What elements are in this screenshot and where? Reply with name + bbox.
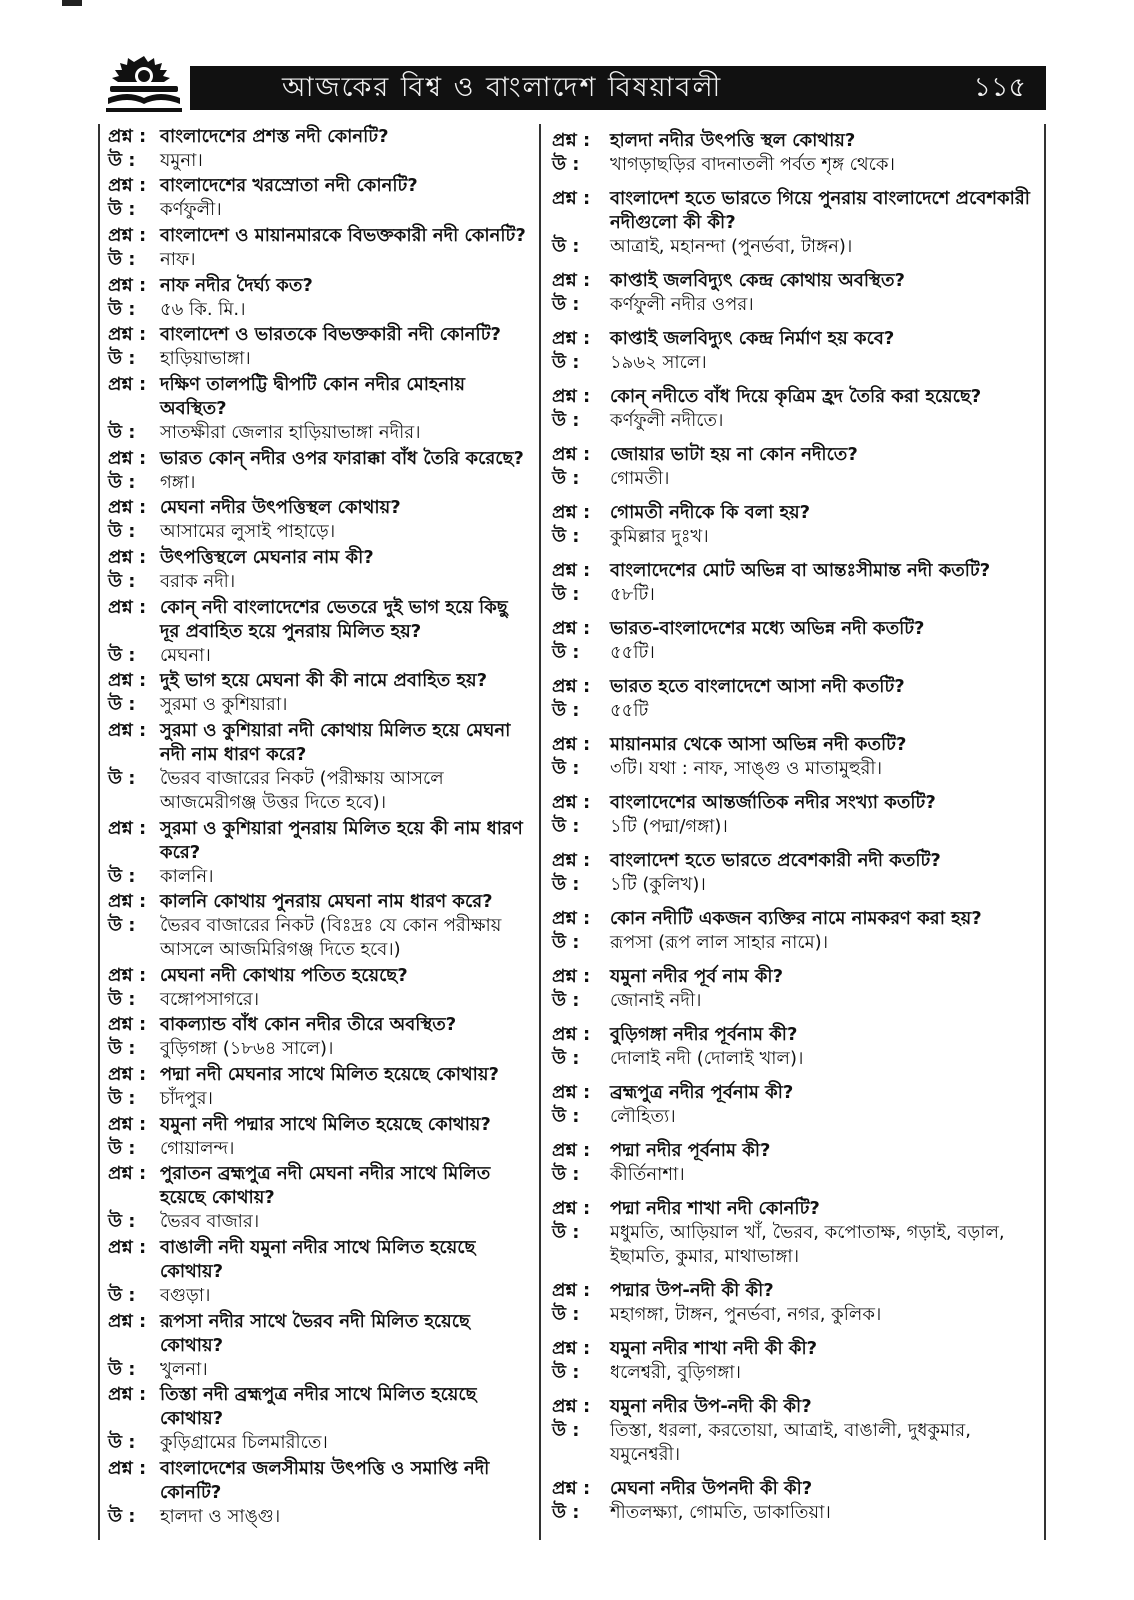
answer-text: কর্ণফুলী। — [160, 199, 222, 221]
qa-item — [552, 1395, 1036, 1467]
qa-item — [552, 269, 1036, 317]
answer-label: উ : — [552, 584, 580, 605]
answer-label: উ : — [552, 700, 580, 721]
question-text: বাংলাদেশ ও মায়ানমারকে বিভক্তকারী নদী কোনটি? — [160, 225, 526, 247]
answer-label: উ : — [108, 988, 136, 1010]
answer-text: শীতলক্ষ্যা, গোমতি, ডাকাতিয়া। — [610, 1502, 831, 1523]
qa-item — [108, 1383, 530, 1455]
question-label: প্রশ্ন : — [552, 328, 591, 349]
answer-text: ৫৫টি — [610, 700, 649, 721]
question-text: কোন্ নদীতে বাঁধ দিয়ে কৃত্রিম হ্রদ তৈরি করা হয়েছে? — [610, 386, 982, 407]
question-text: কাপ্তাই জলবিদ্যুৎ কেন্দ্র নির্মাণ হয় কবে? — [610, 328, 895, 349]
scan-smudge — [62, 0, 82, 6]
question-text: ভারত হতে বাংলাদেশে আসা নদী কতটি? — [610, 676, 905, 697]
question-label: প্রশ্ন : — [552, 676, 591, 697]
answer-text: মেঘনা। — [160, 644, 211, 666]
question-text: কাপ্তাই জলবিদ্যুৎ কেন্দ্র কোথায় অবস্থিত? — [610, 270, 905, 291]
answer-label: উ : — [552, 1222, 580, 1243]
qa-item — [108, 496, 530, 544]
qa-item — [108, 1236, 530, 1308]
question-label: প্রশ্ন : — [108, 225, 147, 247]
answer-label: উ : — [108, 1505, 136, 1527]
answer-text: ১টি (পদ্মা/গঙ্গা)। — [610, 816, 728, 837]
question-text: যমুনা নদীর উপ-নদী কী কী? — [610, 1396, 812, 1417]
answer-text: ৫৮টি। — [610, 584, 655, 605]
question-text: পদ্মার উপ-নদী কী কী? — [610, 1280, 774, 1301]
answer-label: উ : — [108, 644, 136, 666]
left-column — [108, 125, 530, 1529]
question-label: প্রশ্ন : — [552, 270, 591, 291]
answer-text: কর্ণফুলী নদীতে। — [610, 410, 724, 431]
answer-label: উ : — [108, 199, 136, 221]
answer-label: উ : — [552, 154, 580, 175]
answer-text: ভৈরব বাজারের নিকট (পরীক্ষায় আসলে আজমেরীগঞ্জ উত্তর দিতে হবে)। — [160, 767, 444, 813]
question-label: প্রশ্ন : — [108, 1064, 147, 1086]
question-text: মেঘনা নদীর উৎপত্তিস্থল কোথায়? — [160, 497, 401, 519]
page-header — [98, 52, 1046, 118]
book-title: আজকের বিশ্ব ও বাংলাদেশ বিষয়াবলী — [282, 72, 723, 103]
answer-text: কর্ণফুলী নদীর ওপর। — [610, 294, 754, 315]
question-label: প্রশ্ন : — [552, 1024, 591, 1045]
answer-text: কুড়িগ্রামের চিলমারীতে। — [160, 1432, 328, 1454]
question-text: বাংলাদেশ হতে ভারতে প্রবেশকারী নদী কতটি? — [610, 850, 941, 871]
answer-label: উ : — [108, 521, 136, 543]
answer-label: উ : — [108, 1137, 136, 1159]
question-text: যমুনা নদী পদ্মার সাথে মিলিত হয়েছে কোথায়? — [160, 1113, 491, 1135]
qa-item — [108, 596, 530, 668]
answer-text: বগুড়া। — [160, 1284, 211, 1306]
qa-item — [552, 559, 1036, 607]
answer-label: উ : — [552, 352, 580, 373]
answer-text: জোনাই নদী। — [610, 990, 702, 1011]
answer-text: হালদা ও সাঙ্গু। — [160, 1505, 281, 1527]
question-text: সুরমা ও কুশিয়ারা পুনরায় মিলিত হয়ে কী নাম ধারণ করে? — [160, 817, 523, 863]
answer-label: উ : — [108, 422, 136, 444]
answer-text: ১৯৬২ সালে। — [610, 352, 707, 373]
qa-item — [552, 1279, 1036, 1327]
question-label: প্রশ্ন : — [108, 719, 147, 741]
answer-text: গোয়ালন্দ। — [160, 1137, 235, 1159]
answer-text: রূপসা (রূপ লাল সাহার নামে)। — [610, 932, 829, 953]
question-label: প্রশ্ন : — [552, 850, 591, 871]
answer-text: আসামের লুসাই পাহাড়ে। — [160, 521, 336, 543]
question-text: পদ্মা নদীর পূর্বনাম কী? — [610, 1140, 771, 1161]
question-label: প্রশ্ন : — [108, 1113, 147, 1135]
answer-label: উ : — [108, 1284, 136, 1306]
answer-text: সাতক্ষীরা জেলার হাড়িয়াভাঙ্গা নদীর। — [160, 422, 421, 444]
answer-label: উ : — [552, 1420, 580, 1441]
answer-label: উ : — [108, 915, 136, 937]
qa-item — [108, 1113, 530, 1161]
answer-text: হাড়িয়াভাঙ্গা। — [160, 348, 251, 370]
qa-item — [108, 669, 530, 717]
question-label: প্রশ্ন : — [552, 188, 591, 209]
answer-label: উ : — [108, 694, 136, 716]
answer-text: কুমিল্লার দুঃখ। — [610, 526, 709, 547]
question-label: প্রশ্ন : — [552, 444, 591, 465]
answer-text: ১টি (কুলিখ)। — [610, 874, 706, 895]
question-text: বাংলাদেশের জলসীমায় উৎপত্তি ও সমাপ্তি নদী কোনটি? — [160, 1457, 490, 1503]
answer-label: উ : — [108, 348, 136, 370]
answer-label: উ : — [108, 471, 136, 493]
right-column — [552, 129, 1036, 1525]
question-label: প্রশ্ন : — [552, 966, 591, 987]
answer-text: ৫৬ কি. মি.। — [160, 298, 246, 320]
answer-text: কালনি। — [160, 865, 214, 887]
question-text: বাংলাদেশের খরস্রোতা নদী কোনটি? — [160, 175, 418, 197]
answer-label: উ : — [552, 410, 580, 431]
question-label: প্রশ্ন : — [552, 734, 591, 755]
qa-item — [552, 733, 1036, 781]
question-text: পদ্মা নদী মেঘনার সাথে মিলিত হয়েছে কোথায়? — [160, 1064, 499, 1086]
answer-label: উ : — [108, 1358, 136, 1380]
question-label: প্রশ্ন : — [552, 1478, 591, 1499]
question-label: প্রশ্ন : — [108, 1310, 147, 1332]
answer-text: খুলনা। — [160, 1358, 208, 1380]
qa-item — [552, 443, 1036, 491]
question-text: দক্ষিণ তালপট্টি দ্বীপটি কোন নদীর মোহনায় অবস্থিত? — [160, 374, 465, 420]
qa-item — [552, 187, 1036, 259]
qa-item — [108, 546, 530, 594]
answer-label: উ : — [108, 1432, 136, 1454]
qa-item — [108, 817, 530, 889]
question-label: প্রশ্ন : — [552, 502, 591, 523]
question-text: মায়ানমার থেকে আসা অভিন্ন নদী কতটি? — [610, 734, 907, 755]
answer-label: উ : — [552, 990, 580, 1011]
answer-label: উ : — [552, 1164, 580, 1185]
question-text: ভারত কোন্ নদীর ওপর ফারাক্কা বাঁধ তৈরি করেছে? — [160, 447, 524, 469]
question-label: প্রশ্ন : — [108, 497, 147, 519]
answer-label: উ : — [552, 816, 580, 837]
question-text: কোন নদীটি একজন ব্যক্তির নামে নামকরণ করা হয়? — [610, 908, 982, 929]
qa-item — [108, 1310, 530, 1382]
question-text: গোমতী নদীকে কি বলা হয়? — [610, 502, 811, 523]
answer-text: বঙ্গোপসাগরে। — [160, 988, 260, 1010]
question-label: প্রশ্ন : — [108, 1236, 147, 1258]
question-label: প্রশ্ন : — [552, 618, 591, 639]
answer-label: উ : — [552, 1502, 580, 1523]
qa-item — [108, 1063, 530, 1111]
qa-item — [552, 129, 1036, 177]
question-label: প্রশ্ন : — [108, 374, 147, 396]
answer-text: গঙ্গা। — [160, 471, 196, 493]
qa-item — [108, 1162, 530, 1234]
answer-label: উ : — [108, 767, 136, 789]
question-label: প্রশ্ন : — [108, 175, 147, 197]
qa-item — [108, 323, 530, 371]
answer-text: তিস্তা, ধরলা, করতোয়া, আত্রাই, বাঙালী, দুধকুমার, যমুনেশ্বরী। — [610, 1420, 971, 1465]
question-text: হালদা নদীর উৎপত্তি স্থল কোথায়? — [610, 130, 856, 151]
title-banner — [190, 66, 1046, 110]
question-label: প্রশ্ন : — [108, 546, 147, 568]
question-label: প্রশ্ন : — [552, 1140, 591, 1161]
question-label: প্রশ্ন : — [552, 386, 591, 407]
answer-text: খাগড়াছড়ির বাদনাতলী পর্বত শৃঙ্গ থেকে। — [610, 154, 895, 175]
question-label: প্রশ্ন : — [552, 130, 591, 151]
qa-item — [108, 274, 530, 322]
answer-label: উ : — [108, 298, 136, 320]
answer-text: লৌহিত্য। — [610, 1106, 676, 1127]
qa-item — [552, 1337, 1036, 1385]
answer-label: উ : — [552, 526, 580, 547]
qa-item — [108, 1013, 530, 1061]
question-text: মেঘনা নদীর উপনদী কী কী? — [610, 1478, 813, 1499]
answer-label: উ : — [108, 1088, 136, 1110]
qa-item — [108, 224, 530, 272]
qa-item — [552, 965, 1036, 1013]
question-text: ভারত-বাংলাদেশের মধ্যে অভিন্ন নদী কতটি? — [610, 618, 925, 639]
qa-item — [552, 791, 1036, 839]
question-text: যমুনা নদীর পূর্ব নাম কী? — [610, 966, 784, 987]
column-divider — [539, 124, 541, 1540]
question-label: প্রশ্ন : — [108, 125, 147, 147]
question-text: সুরমা ও কুশিয়ারা নদী কোথায় মিলিত হয়ে মেঘনা নদী নাম ধারণ করে? — [160, 719, 511, 765]
answer-label: উ : — [552, 294, 580, 315]
question-label: প্রশ্ন : — [552, 1280, 591, 1301]
question-text: যমুনা নদীর শাখা নদী কী কী? — [610, 1338, 818, 1359]
question-text: ব্রহ্মপুত্র নদীর পূর্বনাম কী? — [610, 1082, 794, 1103]
qa-item — [108, 719, 530, 815]
qa-item — [552, 617, 1036, 665]
qa-item — [108, 447, 530, 495]
answer-label: উ : — [552, 932, 580, 953]
question-label: প্রশ্ন : — [108, 1163, 147, 1185]
answer-text: ভৈরব বাজারের নিকট (বিঃদ্রঃ যে কোন পরীক্ষায় আসলে আজমিরিগঞ্জ দিতে হবে।) — [160, 915, 502, 961]
question-label: প্রশ্ন : — [108, 274, 147, 296]
answer-text: নাফ। — [160, 249, 196, 271]
answer-label: উ : — [552, 1362, 580, 1383]
qa-item — [108, 1457, 530, 1529]
answer-text: ধলেশ্বরী, বুড়িগঙ্গা। — [610, 1362, 741, 1383]
answer-label: উ : — [552, 642, 580, 663]
question-text: দুই ভাগ হয়ে মেঘনা কী কী নামে প্রবাহিত হয়? — [160, 670, 488, 692]
question-label: প্রশ্ন : — [108, 447, 147, 469]
answer-label: উ : — [552, 1304, 580, 1325]
question-label: প্রশ্ন : — [552, 1396, 591, 1417]
qa-item — [108, 125, 530, 173]
question-label: প্রশ্ন : — [552, 908, 591, 929]
answer-label: উ : — [108, 1211, 136, 1233]
question-text: বাঙালী নদী যমুনা নদীর সাথে মিলিত হয়েছে কোথায়? — [160, 1236, 476, 1282]
answer-label: উ : — [552, 1106, 580, 1127]
qa-item — [552, 907, 1036, 955]
question-label: প্রশ্ন : — [108, 891, 147, 913]
answer-label: উ : — [552, 874, 580, 895]
answer-text: ৫৫টি। — [610, 642, 655, 663]
question-label: প্রশ্ন : — [552, 1082, 591, 1103]
qa-item — [552, 327, 1036, 375]
qa-item — [552, 849, 1036, 897]
question-text: বাংলাদেশ হতে ভারতে গিয়ে পুনরায় বাংলাদেশে প্রবেশকারী নদীগুলো কী কী? — [610, 188, 1030, 233]
qa-item — [552, 1081, 1036, 1129]
question-text: কোন্ নদী বাংলাদেশের ভেতরে দুই ভাগ হয়ে কিছু দূর প্রবাহিত হয়ে পুনরায় মিলিত হয়? — [160, 596, 508, 642]
question-text: বাংলাদেশের মোট অভিন্ন বা আন্তঃসীমান্ত নদী কতটি? — [610, 560, 991, 581]
qa-item — [108, 373, 530, 445]
answer-label: উ : — [552, 758, 580, 779]
answer-text: দোলাই নদী (দোলাই খাল)। — [610, 1048, 804, 1069]
answer-label: উ : — [552, 1048, 580, 1069]
question-label: প্রশ্ন : — [108, 1457, 147, 1479]
question-text: মেঘনা নদী কোথায় পতিত হয়েছে? — [160, 964, 408, 986]
qa-item — [108, 964, 530, 1012]
answer-text: বরাক নদী। — [160, 570, 236, 592]
qa-item — [552, 385, 1036, 433]
question-text: বাংলাদেশ ও ভারতকে বিভক্তকারী নদী কোনটি? — [160, 324, 501, 346]
question-text: পদ্মা নদীর শাখা নদী কোনটি? — [610, 1198, 820, 1219]
answer-text: কীর্তিনাশা। — [610, 1164, 685, 1185]
answer-label: উ : — [108, 865, 136, 887]
qa-item — [552, 1197, 1036, 1269]
qa-item — [552, 675, 1036, 723]
answer-text: মধুমতি, আড়িয়াল খাঁ, ভৈরব, কপোতাক্ষ, গড়াই, বড়াল, ইছামতি, কুমার, মাথাভাঙ্গা। — [610, 1222, 1005, 1267]
answer-label: উ : — [552, 468, 580, 489]
answer-text: মহাগঙ্গা, টাঙ্গন, পুনর্ভবা, নগর, কুলিক। — [610, 1304, 882, 1325]
answer-text: চাঁদপুর। — [160, 1088, 213, 1110]
answer-text: বুড়িগঙ্গা (১৮৬৪ সালে)। — [160, 1038, 334, 1060]
answer-label: উ : — [108, 149, 136, 171]
question-label: প্রশ্ন : — [108, 1384, 147, 1406]
question-text: নাফ নদীর দৈর্ঘ্য কত? — [160, 274, 313, 296]
qa-item — [552, 1139, 1036, 1187]
question-text: বাংলাদেশের আন্তর্জাতিক নদীর সংখ্যা কতটি? — [610, 792, 936, 813]
qa-item — [552, 1477, 1036, 1525]
question-label: প্রশ্ন : — [552, 1338, 591, 1359]
answer-label: উ : — [552, 236, 580, 257]
question-label: প্রশ্ন : — [108, 324, 147, 346]
answer-label: উ : — [108, 1038, 136, 1060]
answer-label: উ : — [108, 570, 136, 592]
question-text: জোয়ার ভাটা হয় না কোন নদীতে? — [610, 444, 858, 465]
question-text: বুড়িগঙ্গা নদীর পূর্বনাম কী? — [610, 1024, 798, 1045]
qa-item — [108, 890, 530, 962]
answer-label: উ : — [108, 249, 136, 271]
question-label: প্রশ্ন : — [108, 964, 147, 986]
question-text: কালনি কোথায় পুনরায় মেঘনা নাম ধারণ করে? — [160, 891, 493, 913]
qa-item — [108, 174, 530, 222]
question-label: প্রশ্ন : — [552, 560, 591, 581]
answer-text: গোমতী। — [610, 468, 670, 489]
question-label: প্রশ্ন : — [552, 792, 591, 813]
answer-text: আত্রাই, মহানন্দা (পুনর্ভবা, টাঙ্গন)। — [610, 236, 853, 257]
question-label: প্রশ্ন : — [108, 670, 147, 692]
question-text: পুরাতন ব্রহ্মপুত্র নদী মেঘনা নদীর সাথে মিলিত হয়েছে কোথায়? — [160, 1163, 491, 1209]
answer-text: ভৈরব বাজার। — [160, 1211, 260, 1233]
answer-text: যমুনা। — [160, 149, 203, 171]
answer-text: ৩টি। যথা : নাফ, সাঙ্গু ও মাতামুহুরী। — [610, 758, 883, 779]
question-label: প্রশ্ন : — [108, 817, 147, 839]
publisher-emblem-icon — [98, 52, 190, 118]
question-label: প্রশ্ন : — [108, 1014, 147, 1036]
question-text: রূপসা নদীর সাথে ভৈরব নদী মিলিত হয়েছে কোথায়? — [160, 1310, 470, 1356]
page-number: ১১৫ — [973, 72, 1026, 103]
question-text: উৎপত্তিস্থলে মেঘনার নাম কী? — [160, 546, 374, 568]
question-text: বাকল্যান্ড বাঁধ কোন নদীর তীরে অবস্থিত? — [160, 1014, 457, 1036]
qa-item — [552, 1023, 1036, 1071]
question-label: প্রশ্ন : — [552, 1198, 591, 1219]
question-text: বাংলাদেশের প্রশস্ত নদী কোনটি? — [160, 125, 389, 147]
question-label: প্রশ্ন : — [108, 596, 147, 618]
answer-text: সুরমা ও কুশিয়ারা। — [160, 694, 288, 716]
question-text: তিস্তা নদী ব্রহ্মপুত্র নদীর সাথে মিলিত হয়েছে কোথায়? — [160, 1384, 477, 1430]
qa-item — [552, 501, 1036, 549]
